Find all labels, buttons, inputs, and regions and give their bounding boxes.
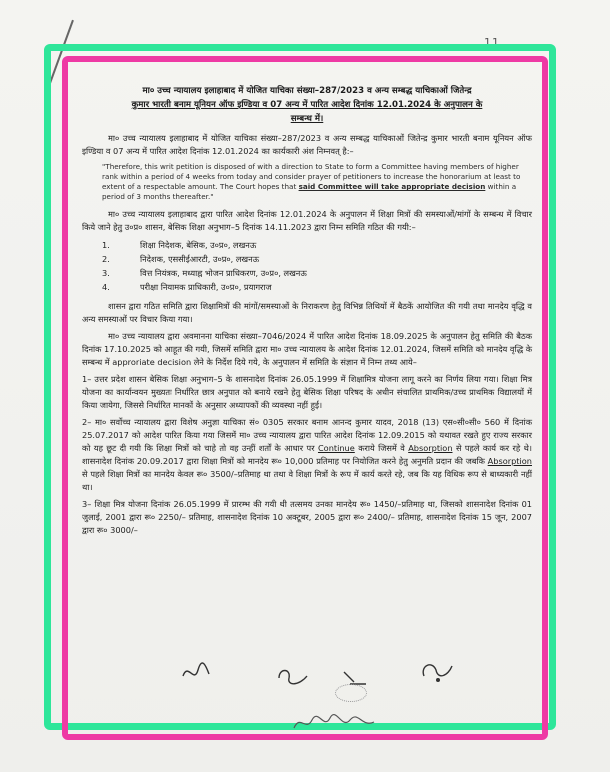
document-heading xyxy=(82,84,532,126)
list-item: 2. निदेशक, एससीईआरटी, उ०प्र०, लखनऊ xyxy=(102,254,260,264)
page-number: 11 xyxy=(484,36,500,49)
meeting-paragraph: शासन द्वारा गठित समिति द्वारा शिक्षामित्रों की मांगों/समस्याओं के निराकरण हेतु विभिन्न तिथियों में बैठकें आयोजित की गयी तथा मानदेय वृद्धि व अन्य समस्याओं पर विचार किया गया। xyxy=(82,301,532,324)
seal-mark xyxy=(335,684,367,702)
list-item: 3. वित्त नियंत्रक, मध्याह्न भोजन प्राधिकरण, उ०प्र०, लखनऊ xyxy=(102,268,307,278)
signature-4 xyxy=(418,658,458,688)
court-order-quote: "Therefore, this writ petition is disposed of with a direction to State to form a Committee having members of higher rank within a period of 4 weeks from today and consider prayer of petitioners to increase the honorarium at least to extent of a respectable amount. The Court hopes that said Committee will take appropriate decision within a period of 3 months thereafter." xyxy=(102,162,521,201)
heading-line-1: मा० उच्च न्यायालय इलाहाबाद में योजित याचिका संख्या–287/2023 व अन्य सम्बद्ध याचिकाओं जितेन्द्र xyxy=(142,86,472,96)
signature-2 xyxy=(275,666,311,692)
list-item: 4. परीक्षा नियामक प्राधिकारी, उ०प्र०, प्रयागराज xyxy=(102,282,272,292)
contempt-paragraph: मा० उच्च न्यायालय द्वारा अवमानना याचिका संख्या–7046/2024 में पारित आदेश दिनांक 18.09.2025 के अनुपालन हेतु समिति की बैठक दिनांक 17.10.2025 को आहूत की गयी, जिसमें समिति द्वारा मा० उच्च न्यायालय के आदेश दिनांक 12.01.2024, जिसमें समिति को मानदेय वृद्धि के सम्बन्ध में approriate decision लेने के निर्देश दिये गये, के अनुपालन में समिति के संज्ञान में निम्न तथ्य आये– xyxy=(82,331,533,367)
committee-paragraph: मा० उच्च न्यायालय इलाहाबाद द्वारा पारित आदेश दिनांक 12.01.2024 के अनुपालन में शिक्षा मित्रों की समस्याओं/मांगों के सम्बन्ध में विचार किये जाने हेतु उ०प्र० शासन, बेसिक शिक्षा अनुभाग–5 दिनांक 14.11.2023 द्वारा निम्न समिति गठित की गयी:– xyxy=(82,209,532,232)
point-1: 1– उत्तर प्रदेश शासन बेसिक शिक्षा अनुभाग–5 के शासनादेश दिनांक 26.05.1999 में शिक्षामित्र योजना लागू करने का निर्णय लिया गया। शिक्षा मित्र योजना का कार्यान्वयन मुख्यतः निर्धारित छात्र अनुपात को बनाये रखने हेतु बेसिक शिक्षा परिषद के अधीन संचालित प्राथमिक/उच्च प्राथमिक विद्यालयों में किया जायेगा, जिससे निर्धारित मानकों के अनुसार अध्यापकों की व्यवस्था नहीं हुई। xyxy=(82,374,532,410)
point-3: 3– शिक्षा मित्र योजना दिनांक 26.05.1999 में प्रारम्भ की गयी थी तत्समय उनका मानदेय रू० 1450/–प्रतिमाह था, जिसको शासनादेश दिनांक 01 जुलाई, 2001 द्वारा रू० 2250/– प्रतिमाह, शासनादेश दिनांक 10 अक्टूबर, 2005 द्वारा रू० 2400/– प्रतिमाह, शासनादेश दिनांक 15 जून, 2007 द्वारा रू० 3000/– xyxy=(82,499,532,535)
document-body xyxy=(82,84,532,541)
heading-line-2: कुमार भारती बनाम यूनियन ऑफ इण्डिया व 07 अन्य में पारित आदेश दिनांक 12.01.2024 के अनुपालन के xyxy=(131,100,483,110)
point-2: 2– मा० सर्वोच्च न्यायालय द्वारा विशेष अनुज्ञा याचिका सं० 0305 सरकार बनाम आनन्द कुमार यादव, 2018 (13) एस०सी०सी० 560 में दिनांक 25.07.2017 को आदेश पारित किया गया जिसमें मा० उच्च न्यायालय द्वारा पारित आदेश दिनांक 12.09.2015 को यथावत रखते हुए राज्य सरकार को यह छूट दी गयी कि शिक्षा मित्रों को चाहे तो वह उन्हीं शर्तों के आधार पर Continue कराये जिसमें वे Absorption से पहले कार्य कर रहे थे। शासनादेश दिनांक 20.09.2017 द्वारा शिक्षा मित्रों को मानदेय रू० 10,000 प्रतिमाह पर नियोजित करने हेतु अनुमति प्रदान की जबकि Absorption से पहले शिक्षा मित्रों का मानदेय केवल रू० 3500/–प्रतिमाह था तथा वे शिक्षा मित्रों के रूप में कार्य करते रहे, जब कि यह विधिक रूप से बाध्यकारी नहीं था। xyxy=(82,417,532,492)
list-item: 1. शिक्षा निदेशक, बेसिक, उ०प्र०, लखनऊ xyxy=(102,240,257,250)
committee-member-list xyxy=(82,238,532,294)
heading-line-3: सम्बन्ध में। xyxy=(290,114,324,124)
signature-1 xyxy=(180,660,212,686)
bottom-scribble xyxy=(290,710,380,740)
intro-paragraph: मा० उच्च न्यायालय इलाहाबाद में योजित याचिका संख्या–287/2023 व अन्य सम्बद्ध याचिकाओं जितेन्द्र कुमार भारती बनाम यूनियन ऑफ इण्डिया व 07 अन्य में पारित आदेश दिनांक 12.01.2024 का कार्यकारी अंश निम्नवत् है:– xyxy=(82,133,532,156)
